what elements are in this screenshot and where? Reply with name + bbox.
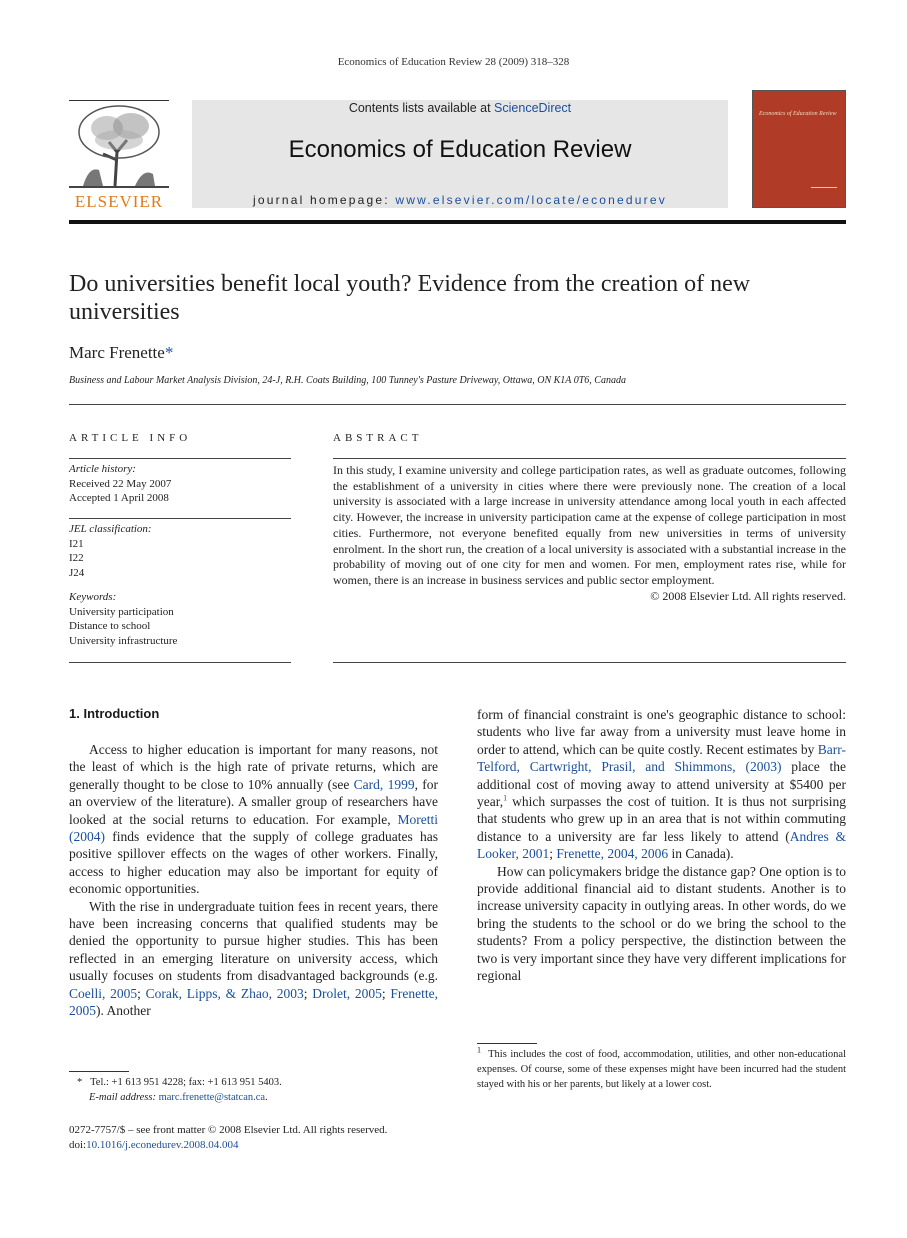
body-column-left [69,741,438,1020]
abstract-text: In this study, I examine university and college participation rates, as well as graduate outcomes, following the establishment of a university in cities where there were previously none. The creation of a local university is associated with a large increase in university attendance among local youth in each affected city. However, the increase in university participation came at the expense of college participation in most cities. Furthermore, not everyone benefited equally from new universities in terms of university enrolment. In the short run, the creation of a local university is associated with a substantial increase in the probability of moving out of one city for men and women. For men, employment rates rise, while for women, there is an increase in business services and public sector employment. [333,463,846,587]
footnote-number: 1 [477,1045,481,1055]
masthead-rule [69,220,846,224]
footnote-rule [477,1043,537,1044]
abstract-heading: ABSTRACT [333,432,423,444]
citation-link[interactable]: Coelli, 2005 [69,985,138,1001]
jel-classification [69,522,291,580]
abstract-copyright: © 2008 Elsevier Ltd. All rights reserved. [650,588,846,603]
contents-prefix: Contents lists available at [348,101,495,115]
paragraph: form of financial constraint is one's geographic distance to school: students who live far away from a university must leave home in order to attend, which can be quite costly. Recent estimates by Barr-Telford, Cartwright, Prasil, and Shimmons, (2003) place the additional cost of moving away to attend university at $5400 per year,$^1$ which surpasses the cost of tuition. It is thus not surprising that students who grew up in an area that is not within commuting distance to a university are far less likely to attend (Andres & Looker, 2001; Frenette, 2004, 2006 in Canada). [477,707,846,862]
correspondence-rule [69,1071,129,1072]
author-name: Marc Frenette [69,343,165,362]
citation-link[interactable]: Drolet, 2005 [312,985,382,1001]
citation-link[interactable]: Card, 1999 [353,776,415,792]
article-info-heading: ARTICLE INFO [69,432,192,444]
journal-homepage [192,193,728,207]
elsevier-tree-icon [69,100,169,190]
journal-name: Economics of Education Review [288,136,632,163]
received-date: Received 22 May 2007 [69,477,172,490]
abstract-body [333,463,846,604]
citation-link[interactable]: Moretti (2004) [69,811,438,845]
author-footnote-marker[interactable]: * [164,343,174,362]
citation-link[interactable]: Frenette, 2004, 2006 [556,846,669,862]
author-email-link[interactable]: marc.frenette@statcan.ca [158,1092,266,1103]
citation-link[interactable]: Andres & Looker, 2001 [477,828,846,862]
sciencedirect-link[interactable]: ScienceDirect [494,101,572,115]
article-info-bottom-rule [69,662,291,663]
email-label: E-mail address: [89,1092,159,1103]
journal-masthead [69,88,846,212]
citation-link[interactable]: Frenette, 2005 [69,985,438,1019]
footnote-marker[interactable]: 1 [503,793,508,803]
contents-line [192,101,728,115]
correspondence-note: * Tel.: +1 613 951 4228; fax: +1 613 951 5403. E-mail address: marc.frenette@statcan.ca. [77,1077,282,1103]
doi-line: doi:10.1016/j.econedurev.2008.04.004 [69,1139,239,1151]
correspondence-phone: Tel.: +1 613 951 4228; fax: +1 613 951 5403. [90,1077,282,1088]
history-label: Article history: [69,463,136,475]
issn-line: 0272-7757/$ – see front matter © 2008 Elsevier Ltd. All rights reserved. [69,1124,388,1136]
keywords-label: Keywords: [69,591,117,603]
journal-cover-thumbnail[interactable] [752,90,846,208]
cover-publisher-mark-icon [811,187,837,193]
footnote [477,1047,846,1092]
abstract-bottom-rule [333,662,846,663]
jel-code: J24 [69,566,85,579]
keywords [69,590,291,648]
jel-code: I22 [69,552,84,564]
cover-title: Economics of Education Review [759,111,837,117]
article-title: Do universities benefit local youth? Evidence from the creation of new universities [69,271,751,325]
header-rule [69,404,846,405]
keyword: Distance to school [69,620,151,632]
footnote-text: This includes the cost of food, accommodation, utilities, and other non-educational expenses. Of course, some of these expenses might have been incurred had the student stayed with his or her parents, but likely at a lower cost. [477,1049,846,1090]
jel-code: I21 [69,537,84,550]
body-column-right [477,706,846,985]
keyword: University participation [69,605,174,618]
doi-link[interactable]: 10.1016/j.econedurev.2008.04.004 [86,1139,239,1151]
info-divider [69,518,291,519]
homepage-label: journal homepage: [253,193,396,207]
running-head: Economics of Education Review 28 (2009) 318–328 [337,56,570,68]
correspondence-marker: * [77,1077,83,1088]
elsevier-logo[interactable] [69,100,169,210]
paragraph: Access to higher education is important for many reasons, not the least of which is the high rate of private returns, which are generally thought to be close to 10% annually (see Card, 1999, for an overview of the literature). A smaller group of researchers have looked at the social returns to education. For example, Moretti (2004) finds evidence that the supply of college graduates has positive spillover effects on the wages of other workers. Finally, access to higher education may also be important for equity of economic opportunities. [69,742,438,897]
paragraph: How can policymakers bridge the distance gap? One option is to provide additional financial aid to distant students. Another is to increase university capacity in outlying areas. In other words, do we bring the students to the school or do we bring the school to the students? From a policy perspective, the distinction between the two is very important since they have very different implications for regional [477,863,846,984]
accepted-date: Accepted 1 April 2008 [69,492,169,504]
keyword: University infrastructure [69,634,178,647]
jel-label: JEL classification: [69,523,152,535]
section-heading-introduction: 1. Introduction [69,706,160,721]
author-line [69,343,173,363]
article-history [69,462,291,506]
paragraph: With the rise in undergraduate tuition fees in recent years, there have been increasing concerns that qualified students may be denied the opportunity to pursue higher studies. This has been reflected in an emerging literature on university access, which usually focuses on students from disadvantaged backgrounds (e.g. Coelli, 2005; Corak, Lipps, & Zhao, 2003; Drolet, 2005; Frenette, 2005). Another [69,898,438,1019]
article-info-rule [69,458,291,459]
publisher-wordmark: ELSEVIER [74,192,164,211]
abstract-rule [333,458,846,459]
citation-link[interactable]: Barr-Telford, Cartwright, Prasil, and Shimmons, (2003) [477,741,846,775]
citation-link[interactable]: Corak, Lipps, & Zhao, 2003 [145,985,304,1001]
issn-doi-block [69,1123,387,1153]
author-affiliation: Business and Labour Market Analysis Division, 24-J, R.H. Coats Building, 100 Tunney's Pasture Driveway, Ottawa, ON K1A 0T6, Canada [69,375,626,386]
journal-banner [192,100,728,208]
homepage-link[interactable]: www.elsevier.com/locate/econedurev [395,193,667,207]
